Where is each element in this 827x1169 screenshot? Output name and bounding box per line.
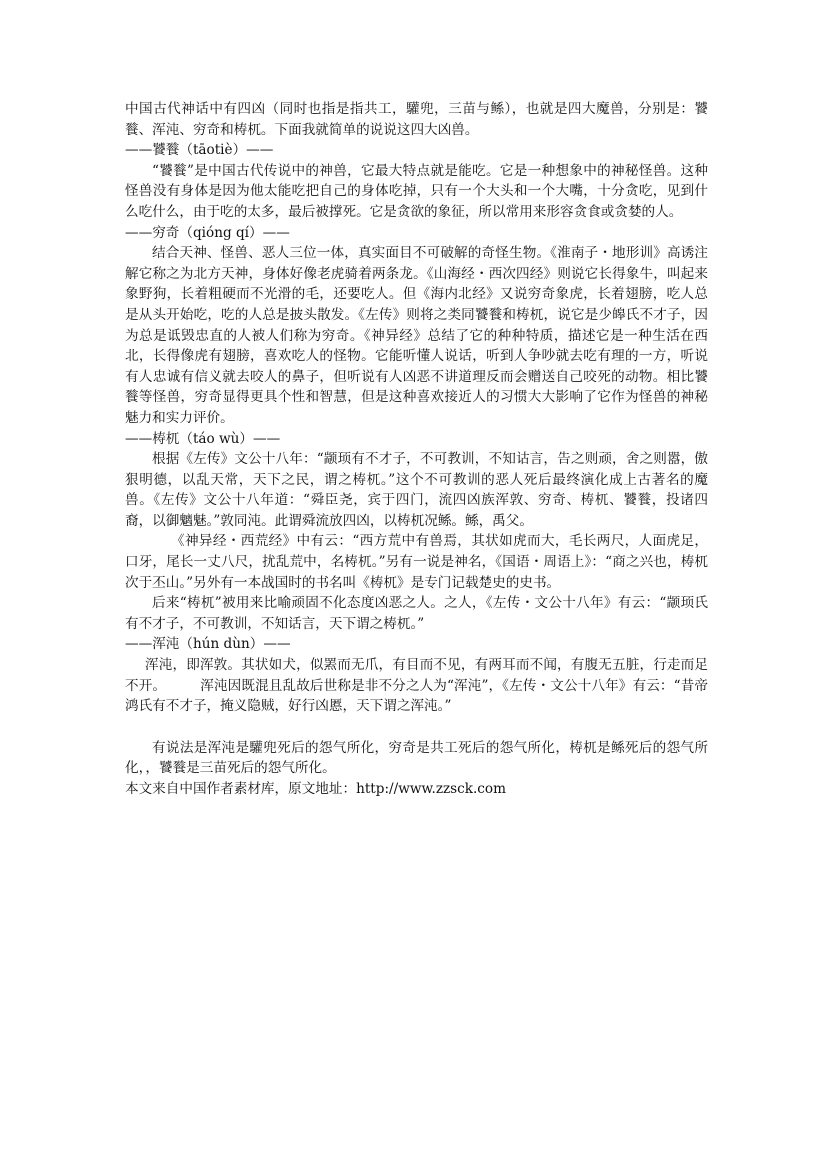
hundun-text-a: 浑沌，即浑敦。其状如犬，似罴而无爪，有目而不见，有两耳而不闻，有腹无五脏，行走而足不开。 [125, 657, 708, 694]
taotie-paragraph: “饕餮”是中国古代传说中的神兽，它最大特点就是能吃。它是一种想象中的神秘怪兽。这种怪兽没有身体是因为他太能吃把自己的身体吃掉，只有一个大头和一个大嘴，十分贪吃，见到什么吃什么，由于吃的太多，最后被撑死。它是贪欲的象征，所以常用来形容贪食或贪婪的人。 [125, 162, 708, 220]
taowu-paragraph-3: 后来“梼杌”被用来比喻顽固不化态度凶恶之人。之人，《左传・文公十八年》有云：“颛顼氏有不才子，不可教训，不知话言，天下谓之梼杌。” [125, 595, 708, 632]
source-line: 本文来自中国作者素材库，原文地址：http://www.zzsck.com [125, 781, 506, 797]
taowu-heading: ——梼杌（táo wù）—— [125, 430, 281, 447]
taowu-paragraph-2: 《神异经・西荒经》中有云：“西方荒中有兽焉，其状如虎而大，毛长两尺，人面虎足，口牙，尾长一丈八尺，扰乱荒中，名梼杌。”另有一说是神名，《国语・周语上》：“商之兴也，梼杌次于丕山。”另外有一本战国时的书名叫《梼杌》是专门记载楚史的史书。 [125, 533, 708, 591]
qiongqi-heading: ——穷奇（qióng qí）—— [125, 224, 290, 241]
qiongqi-paragraph: 结合天神、怪兽、恶人三位一体，真实面目不可破解的奇怪生物。《淮南子・地形训》高诱注解它称之为北方天神，身体好像老虎骑着两条龙。《山海经・西次四经》则说它长得象牛，叫起来象野狗，长着粗硬而不光滑的毛，还要吃人。但《海内北经》又说穷奇象虎，长着翅膀，吃人总是从头开始吃，吃的人总是披头散发。《左传》则将之类同饕餮和梼杌，说它是少皞氏不才子，因为总是诋毁忠直的人被人们称为穷奇。《神异经》总结了它的种种特质，描述它是一种生活在西北，长得像虎有翅膀，喜欢吃人的怪物。它能听懂人说话，听到人争吵就去吃有理的一方，听说有人忠诚有信义就去咬人的鼻子，但听说有人凶恶不讲道理反而会赠送自己咬死的动物。相比饕餮等怪兽，穷奇显得更具个性和智慧，但是这种喜欢接近人的习惯大大影响了它作为怪兽的神秘魅力和实力评价。 [125, 245, 708, 426]
hundun-heading: ——浑沌（hún dùn）—— [125, 636, 291, 653]
hundun-paragraph [125, 655, 708, 717]
hundun-text-b: 浑沌因既混且乱故后世称是非不分之人为“浑沌”，《左传・文公十八年》有云：“昔帝鸿氏有不才子，掩义隐贼，好行凶慝，天下谓之浑沌。” [125, 677, 709, 715]
taowu-paragraph-1: 根据《左传》文公十八年：“颛顼有不才子，不可教训，不知诂言，告之则顽，舍之则嚣，傲狠明德，以乱天常，天下之民，谓之梼杌。”这个不可教训的恶人死后最终演化成上古著名的魔兽。《左传》文公十八年道：“舜臣尧，宾于四门，流四凶族浑敦、穷奇、梼杌、饕餮，投诸四裔，以御魑魅。”敦同沌。此谓舜流放四凶，以梼杌况鲧。鲧，禹父。 [125, 451, 708, 529]
taotie-heading: ——饕餮（tāotiè）—— [125, 142, 274, 159]
intro-paragraph: 中国古代神话中有四凶（同时也指是指共工，驩兜，三苗与鲧），也就是四大魔兽，分别是：饕餮、浑沌、穷奇和梼杌。下面我就简单的说说这四大凶兽。 [125, 101, 708, 138]
conclusion-paragraph: 有说法是浑沌是驩兜死后的怨气所化，穷奇是共工死后的怨气所化，梼杌是鲧死后的怨气所化，，饕餮是三苗死后的怨气所化。 [125, 739, 708, 777]
document-body [125, 99, 708, 800]
